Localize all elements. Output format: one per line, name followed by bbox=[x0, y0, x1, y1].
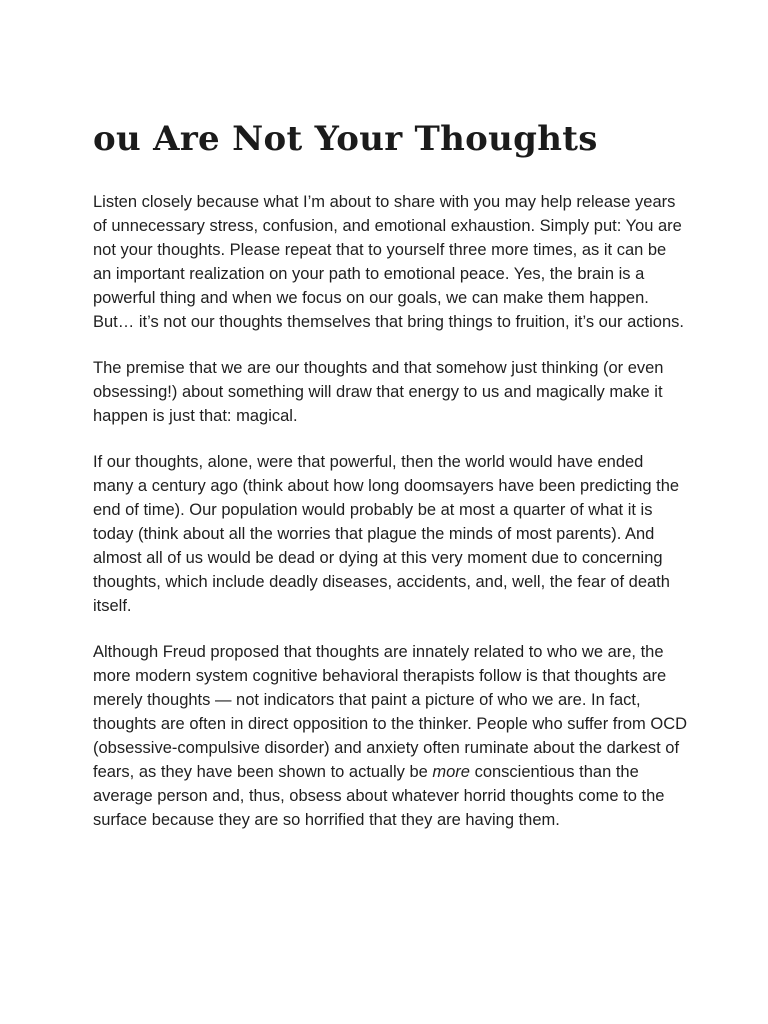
document-title: ou Are Not Your Thoughts bbox=[93, 119, 598, 159]
paragraph-4-text-start: Although Freud proposed that thoughts are innately related to who we are, the more modern system cognitive behavioral therapists follow is that thoughts are merely thoughts — not indicators that paint a picture of who we are. In fact, thoughts are often in direct opposition to the thinker. People who suffer from OCD (obsessive-compulsive disorder) and anxiety often ruminate about the darkest of fears, as they have been shown to actually be bbox=[93, 643, 688, 781]
paragraph-4-text-end: conscientious than the average person and, thus, obsess about whatever horrid thoughts come to the surface because they are so horrified that they are having them. bbox=[93, 763, 665, 829]
paragraph-3: If our thoughts, alone, were that powerful, then the world would have ended many a century ago (think about how long doomsayers have been predicting the end of time). Our population would probably be at most a quarter of what it is today (think about all the worries that plague the minds of most parents). And almost all of us would be dead or dying at this very moment due to concerning thoughts, which include deadly diseases, accidents, and, well, the fear of death itself. bbox=[93, 453, 680, 615]
paragraph-1: Listen closely because what I’m about to share with you may help release years of unnecessary stress, confusion, and emotional exhaustion. Simply put: You are not your thoughts. Please repeat that to yourself three more times, as it can be an important realization on your path to emotional peace. Yes, the brain is a powerful thing and when we focus on our goals, we can make them happen. But… it’s not our thoughts themselves that bring things to fruition, it’s our actions. bbox=[93, 193, 684, 331]
paragraph-2: The premise that we are our thoughts and that somehow just thinking (or even obsessing!) about something will draw that energy to us and magically make it happen is just that: magical. bbox=[93, 359, 664, 425]
document-body bbox=[93, 190, 688, 832]
paragraph-4-emphasis: more bbox=[432, 763, 470, 781]
paragraph-4 bbox=[93, 640, 688, 832]
